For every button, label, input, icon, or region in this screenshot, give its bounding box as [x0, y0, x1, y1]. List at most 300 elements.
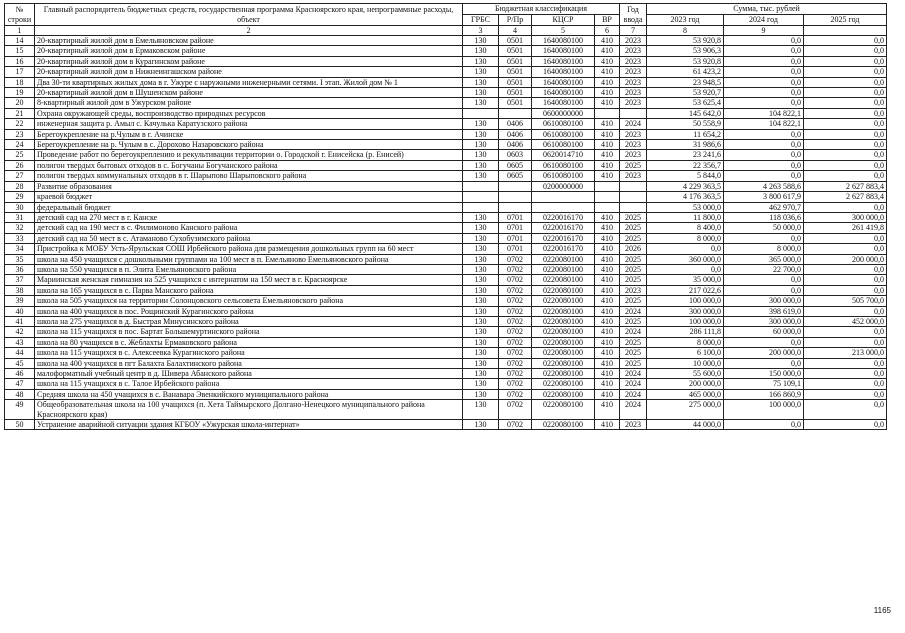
- cell-vr: 410: [595, 129, 620, 139]
- cell-row-number: 40: [5, 306, 35, 316]
- cell-grbs: 130: [463, 327, 499, 337]
- cell-kcsr: 1640080100: [532, 98, 595, 108]
- cell-vr: 410: [595, 233, 620, 243]
- table-row: [5, 56, 887, 66]
- cell-sum-2023: 4 229 363,5: [647, 181, 724, 191]
- cell-year: 2025: [620, 358, 647, 368]
- cell-kcsr: 0220080100: [532, 254, 595, 264]
- cell-object-name: Средняя школа на 450 учащихся в с. Ванавара Эвенкийского муниципального района: [35, 389, 463, 399]
- cell-sum-2025: 0,0: [804, 264, 887, 274]
- cell-grbs: 130: [463, 36, 499, 46]
- cell-object-name: 8-квартирный жилой дом в Ужурском районе: [35, 98, 463, 108]
- cell-kcsr: 0610080100: [532, 160, 595, 170]
- cell-rzpr: 0406: [499, 129, 532, 139]
- cell-row-number: 20: [5, 98, 35, 108]
- cell-kcsr: 0220080100: [532, 420, 595, 430]
- cell-year: 2023: [620, 150, 647, 160]
- cell-row-number: 15: [5, 46, 35, 56]
- cell-kcsr: 0220080100: [532, 264, 595, 274]
- cell-sum-2023: 61 423,2: [647, 67, 724, 77]
- cell-kcsr: 0220080100: [532, 358, 595, 368]
- cell-sum-2023: 8 000,0: [647, 233, 724, 243]
- cell-sum-2023: 100 000,0: [647, 316, 724, 326]
- cell-sum-2024: 0,0: [724, 275, 804, 285]
- cell-rzpr: 0605: [499, 171, 532, 181]
- cell-vr: 410: [595, 264, 620, 274]
- header-rzpr: Р/Пр: [499, 15, 532, 26]
- cell-sum-2023: 5 844,0: [647, 171, 724, 181]
- cell-sum-2025: 505 700,0: [804, 296, 887, 306]
- cell-rzpr: 0501: [499, 46, 532, 56]
- cell-year: 2023: [620, 420, 647, 430]
- cell-object-name: Проведение работ по берегоукреплению и рекультивации территории о. Городской г. Енисейска (р. Енисей): [35, 150, 463, 160]
- cell-kcsr: 0220080100: [532, 296, 595, 306]
- cell-object-name: детский сад на 50 мест в с. Атаманово Сухобузимского района: [35, 233, 463, 243]
- cell-vr: 410: [595, 400, 620, 420]
- cell-row-number: 27: [5, 171, 35, 181]
- cell-sum-2025: 0,0: [804, 119, 887, 129]
- cell-object-name: Берегоукрепление на р.Чулым в г. Ачинске: [35, 129, 463, 139]
- cell-object-name: Пристройка к МОБУ Усть-Ярульская СОШ Ирбейского района для размещения дошкольных групп на 60 мест: [35, 244, 463, 254]
- cell-object-name: полигон твердых коммунальных отходов в г. Шарыпово Шарыповского района: [35, 171, 463, 181]
- cell-rzpr: 0702: [499, 296, 532, 306]
- cell-sum-2024: 0,0: [724, 98, 804, 108]
- cell-kcsr: 1640080100: [532, 46, 595, 56]
- cell-sum-2023: 53 920,8: [647, 36, 724, 46]
- cell-sum-2025: 0,0: [804, 88, 887, 98]
- cell-sum-2024: 0,0: [724, 77, 804, 87]
- cell-row-number: 17: [5, 67, 35, 77]
- cell-grbs: 130: [463, 160, 499, 170]
- cell-sum-2024: 398 619,0: [724, 306, 804, 316]
- cell-sum-2023: 200 000,0: [647, 379, 724, 389]
- cell-vr: 410: [595, 420, 620, 430]
- cell-sum-2024: 365 000,0: [724, 254, 804, 264]
- cell-grbs: 130: [463, 337, 499, 347]
- cell-sum-2023: 6 100,0: [647, 348, 724, 358]
- cell-sum-2024: 0,0: [724, 285, 804, 295]
- cell-row-number: 33: [5, 233, 35, 243]
- table-row: [5, 223, 887, 233]
- cell-sum-2025: 0,0: [804, 77, 887, 87]
- table-row: [5, 369, 887, 379]
- column-index: 7: [620, 26, 647, 36]
- cell-year: 2023: [620, 77, 647, 87]
- table-row: [5, 233, 887, 243]
- cell-kcsr: 0220080100: [532, 389, 595, 399]
- cell-vr: [595, 181, 620, 191]
- cell-grbs: 130: [463, 46, 499, 56]
- column-index-row: [5, 26, 887, 36]
- cell-rzpr: 0605: [499, 160, 532, 170]
- cell-object-name: Развитие образования: [35, 181, 463, 191]
- cell-rzpr: 0501: [499, 77, 532, 87]
- cell-sum-2023: 8 400,0: [647, 223, 724, 233]
- cell-rzpr: [499, 181, 532, 191]
- table-row: [5, 77, 887, 87]
- cell-row-number: 29: [5, 192, 35, 202]
- cell-sum-2024: 104 822,1: [724, 108, 804, 118]
- column-index: 8: [647, 26, 724, 36]
- cell-row-number: 39: [5, 296, 35, 306]
- table-row: [5, 400, 887, 420]
- table-row: [5, 306, 887, 316]
- cell-sum-2024: 0,0: [724, 129, 804, 139]
- cell-sum-2024: 60 000,0: [724, 327, 804, 337]
- cell-object-name: школа на 275 учащихся в д. Быстрая Минусинского района: [35, 316, 463, 326]
- cell-grbs: 130: [463, 369, 499, 379]
- cell-grbs: [463, 192, 499, 202]
- cell-grbs: 130: [463, 56, 499, 66]
- table-header: [5, 4, 887, 36]
- cell-kcsr: 0610080100: [532, 171, 595, 181]
- cell-vr: [595, 192, 620, 202]
- cell-year: [620, 202, 647, 212]
- cell-object-name: полигон твердых бытовых отходов в с. Богучаны Богучанского района: [35, 160, 463, 170]
- cell-sum-2025: 0,0: [804, 67, 887, 77]
- header-year-2025: 2025 год: [804, 15, 887, 26]
- column-index: 5: [532, 26, 595, 36]
- cell-kcsr: 0610080100: [532, 129, 595, 139]
- table-row: [5, 264, 887, 274]
- cell-grbs: 130: [463, 348, 499, 358]
- cell-sum-2023: 145 642,0: [647, 108, 724, 118]
- cell-rzpr: 0501: [499, 88, 532, 98]
- cell-sum-2025: 200 000,0: [804, 254, 887, 264]
- cell-sum-2025: 0,0: [804, 379, 887, 389]
- cell-sum-2025: 0,0: [804, 46, 887, 56]
- cell-year: 2023: [620, 285, 647, 295]
- cell-grbs: 130: [463, 420, 499, 430]
- cell-sum-2024: 0,0: [724, 337, 804, 347]
- cell-grbs: 130: [463, 264, 499, 274]
- cell-rzpr: 0702: [499, 337, 532, 347]
- cell-rzpr: [499, 192, 532, 202]
- cell-object-name: 20-квартирный жилой дом в Шушенском районе: [35, 88, 463, 98]
- cell-grbs: 130: [463, 150, 499, 160]
- cell-kcsr: 0220016170: [532, 212, 595, 222]
- cell-sum-2024: 0,0: [724, 46, 804, 56]
- table-row: [5, 420, 887, 430]
- table-row: [5, 254, 887, 264]
- cell-object-name: школа на 550 учащихся в п. Элита Емельяновского района: [35, 264, 463, 274]
- cell-sum-2024: 0,0: [724, 358, 804, 368]
- table-row: [5, 129, 887, 139]
- table-row: [5, 202, 887, 212]
- cell-sum-2023: 217 022,6: [647, 285, 724, 295]
- cell-year: 2024: [620, 119, 647, 129]
- cell-grbs: 130: [463, 285, 499, 295]
- cell-kcsr: 1640080100: [532, 67, 595, 77]
- cell-sum-2025: 0,0: [804, 150, 887, 160]
- table-row: [5, 316, 887, 326]
- cell-kcsr: 0220080100: [532, 306, 595, 316]
- table-body: [5, 36, 887, 430]
- column-index: 4: [499, 26, 532, 36]
- cell-sum-2024: 8 000,0: [724, 244, 804, 254]
- table-row: [5, 140, 887, 150]
- cell-grbs: 130: [463, 358, 499, 368]
- cell-row-number: 31: [5, 212, 35, 222]
- cell-year: 2025: [620, 337, 647, 347]
- cell-year: 2025: [620, 160, 647, 170]
- cell-kcsr: 0220080100: [532, 327, 595, 337]
- cell-sum-2023: 35 000,0: [647, 275, 724, 285]
- cell-sum-2025: 261 419,8: [804, 223, 887, 233]
- cell-grbs: 130: [463, 254, 499, 264]
- cell-sum-2023: 8 000,0: [647, 337, 724, 347]
- cell-grbs: 130: [463, 389, 499, 399]
- cell-row-number: 45: [5, 358, 35, 368]
- cell-grbs: 130: [463, 296, 499, 306]
- cell-sum-2024: 104 822,1: [724, 119, 804, 129]
- cell-sum-2023: 11 800,0: [647, 212, 724, 222]
- cell-object-name: Берегоукрепление на р. Чулым в с. Дорохово Назаровского района: [35, 140, 463, 150]
- cell-rzpr: 0701: [499, 212, 532, 222]
- cell-sum-2023: 286 111,8: [647, 327, 724, 337]
- cell-rzpr: 0501: [499, 67, 532, 77]
- cell-sum-2023: 53 625,4: [647, 98, 724, 108]
- table-row: [5, 296, 887, 306]
- cell-row-number: 14: [5, 36, 35, 46]
- cell-object-name: школа на 505 учащихся на территории Солонцовского сельсовета Емельяновского района: [35, 296, 463, 306]
- cell-sum-2024: 0,0: [724, 420, 804, 430]
- cell-kcsr: 1640080100: [532, 77, 595, 87]
- cell-rzpr: 0702: [499, 420, 532, 430]
- cell-row-number: 37: [5, 275, 35, 285]
- cell-vr: 410: [595, 98, 620, 108]
- cell-year: 2023: [620, 67, 647, 77]
- cell-object-name: Устранение аварийной ситуации здания КГБОУ «Ужурская школа-интернат»: [35, 420, 463, 430]
- cell-sum-2024: 0,0: [724, 88, 804, 98]
- cell-vr: 410: [595, 160, 620, 170]
- cell-year: 2026: [620, 244, 647, 254]
- cell-year: 2024: [620, 327, 647, 337]
- cell-row-number: 28: [5, 181, 35, 191]
- table-row: [5, 192, 887, 202]
- cell-row-number: 30: [5, 202, 35, 212]
- cell-vr: 410: [595, 337, 620, 347]
- header-grbs: ГРБС: [463, 15, 499, 26]
- cell-rzpr: 0603: [499, 150, 532, 160]
- cell-year: [620, 192, 647, 202]
- cell-year: 2024: [620, 389, 647, 399]
- cell-sum-2024: 0,0: [724, 160, 804, 170]
- cell-grbs: 130: [463, 129, 499, 139]
- cell-sum-2025: 0,0: [804, 108, 887, 118]
- cell-sum-2025: 0,0: [804, 202, 887, 212]
- cell-row-number: 36: [5, 264, 35, 274]
- cell-vr: 410: [595, 306, 620, 316]
- cell-kcsr: 0610080100: [532, 119, 595, 129]
- header-budget-classification: Бюджетная классификация: [463, 4, 620, 15]
- cell-sum-2024: 100 000,0: [724, 400, 804, 420]
- budget-table: [4, 3, 887, 430]
- cell-vr: 410: [595, 348, 620, 358]
- cell-sum-2023: 275 000,0: [647, 400, 724, 420]
- cell-sum-2023: 31 986,6: [647, 140, 724, 150]
- cell-rzpr: 0406: [499, 119, 532, 129]
- cell-grbs: [463, 181, 499, 191]
- cell-year: [620, 108, 647, 118]
- cell-sum-2024: 200 000,0: [724, 348, 804, 358]
- cell-rzpr: 0702: [499, 264, 532, 274]
- cell-sum-2024: 75 109,1: [724, 379, 804, 389]
- cell-vr: 410: [595, 254, 620, 264]
- cell-row-number: 49: [5, 400, 35, 420]
- table-row: [5, 150, 887, 160]
- cell-kcsr: 0220080100: [532, 379, 595, 389]
- cell-year: 2024: [620, 400, 647, 420]
- cell-row-number: 24: [5, 140, 35, 150]
- cell-object-name: Охрана окружающей среды, воспроизводство природных ресурсов: [35, 108, 463, 118]
- cell-sum-2023: 4 176 363,5: [647, 192, 724, 202]
- header-year-2023: 2023 год: [647, 15, 724, 26]
- cell-kcsr: 0220016170: [532, 244, 595, 254]
- header-object-name: Главный распорядитель бюджетных средств, государственная программа Красноярского края, непрограммные расходы, объект: [35, 4, 463, 26]
- cell-sum-2023: 53 000,0: [647, 202, 724, 212]
- cell-row-number: 19: [5, 88, 35, 98]
- cell-grbs: 130: [463, 77, 499, 87]
- cell-row-number: 35: [5, 254, 35, 264]
- cell-year: 2025: [620, 212, 647, 222]
- cell-vr: 410: [595, 316, 620, 326]
- cell-sum-2025: 2 627 883,4: [804, 181, 887, 191]
- cell-rzpr: 0702: [499, 285, 532, 295]
- cell-rzpr: 0702: [499, 348, 532, 358]
- cell-object-name: школа на 165 учащихся в с. Парва Манского района: [35, 285, 463, 295]
- cell-rzpr: 0702: [499, 254, 532, 264]
- cell-kcsr: 1640080100: [532, 56, 595, 66]
- cell-sum-2025: 0,0: [804, 244, 887, 254]
- cell-year: 2023: [620, 46, 647, 56]
- table-row: [5, 36, 887, 46]
- cell-vr: 410: [595, 379, 620, 389]
- cell-year: 2023: [620, 129, 647, 139]
- cell-grbs: 130: [463, 306, 499, 316]
- cell-row-number: 38: [5, 285, 35, 295]
- cell-vr: 410: [595, 369, 620, 379]
- cell-object-name: 20-квартирный жилой дом в Ермаковском районе: [35, 46, 463, 56]
- column-index: 6: [595, 26, 620, 36]
- cell-rzpr: 0501: [499, 36, 532, 46]
- cell-object-name: краевой бюджет: [35, 192, 463, 202]
- cell-sum-2025: 0,0: [804, 129, 887, 139]
- cell-sum-2024: 0,0: [724, 233, 804, 243]
- cell-sum-2025: 0,0: [804, 140, 887, 150]
- cell-year: 2024: [620, 369, 647, 379]
- cell-sum-2025: 452 000,0: [804, 316, 887, 326]
- cell-rzpr: 0702: [499, 379, 532, 389]
- cell-sum-2024: 50 000,0: [724, 223, 804, 233]
- cell-sum-2024: 0,0: [724, 171, 804, 181]
- table-row: [5, 88, 887, 98]
- header-commissioning-year: Год ввода: [620, 4, 647, 26]
- cell-kcsr: 0220080100: [532, 316, 595, 326]
- cell-grbs: 130: [463, 379, 499, 389]
- header-vr: ВР: [595, 15, 620, 26]
- cell-sum-2023: 44 000,0: [647, 420, 724, 430]
- cell-sum-2025: 300 000,0: [804, 212, 887, 222]
- cell-row-number: 26: [5, 160, 35, 170]
- cell-sum-2025: 0,0: [804, 275, 887, 285]
- cell-rzpr: 0702: [499, 316, 532, 326]
- cell-row-number: 41: [5, 316, 35, 326]
- table-row: [5, 67, 887, 77]
- cell-vr: 410: [595, 140, 620, 150]
- table-row: [5, 327, 887, 337]
- table-row: [5, 348, 887, 358]
- cell-row-number: 46: [5, 369, 35, 379]
- cell-vr: 410: [595, 327, 620, 337]
- cell-grbs: 130: [463, 223, 499, 233]
- cell-grbs: [463, 202, 499, 212]
- cell-rzpr: 0501: [499, 98, 532, 108]
- cell-object-name: школа на 115 учащихся в с. Талое Ирбейского района: [35, 379, 463, 389]
- cell-vr: [595, 202, 620, 212]
- cell-grbs: 130: [463, 212, 499, 222]
- table-row: [5, 285, 887, 295]
- cell-sum-2024: 0,0: [724, 67, 804, 77]
- cell-sum-2025: 0,0: [804, 389, 887, 399]
- cell-sum-2025: 0,0: [804, 358, 887, 368]
- cell-kcsr: 0220080100: [532, 400, 595, 420]
- cell-year: 2025: [620, 223, 647, 233]
- cell-vr: 410: [595, 171, 620, 181]
- cell-object-name: Два 30-ти квартирных жилых дома в г. Ужуре с наружными инженерными сетями. I этап. Жилой дом № 1: [35, 77, 463, 87]
- cell-row-number: 48: [5, 389, 35, 399]
- column-index: 3: [463, 26, 499, 36]
- cell-vr: 410: [595, 36, 620, 46]
- cell-vr: 410: [595, 119, 620, 129]
- cell-kcsr: 1640080100: [532, 36, 595, 46]
- table-row: [5, 46, 887, 56]
- cell-sum-2024: 462 970,7: [724, 202, 804, 212]
- column-index: 1: [5, 26, 35, 36]
- cell-object-name: 20-квартирный жилой дом в Курагинском районе: [35, 56, 463, 66]
- table-row: [5, 244, 887, 254]
- cell-year: 2023: [620, 171, 647, 181]
- cell-sum-2024: 22 700,0: [724, 264, 804, 274]
- cell-kcsr: 0610080100: [532, 140, 595, 150]
- cell-year: 2025: [620, 233, 647, 243]
- cell-vr: 410: [595, 150, 620, 160]
- cell-object-name: школа на 115 учащихся в пос. Бартат Большемуртинского района: [35, 327, 463, 337]
- cell-sum-2025: 0,0: [804, 400, 887, 420]
- cell-row-number: 42: [5, 327, 35, 337]
- cell-object-name: школа на 450 учащихся с дошкольными группами на 100 мест в п. Емельяново Емельяновского района: [35, 254, 463, 264]
- cell-row-number: 18: [5, 77, 35, 87]
- cell-vr: [595, 108, 620, 118]
- cell-year: 2024: [620, 379, 647, 389]
- cell-object-name: школа на 400 учащихся в пгт Балахта Балахтинского района: [35, 358, 463, 368]
- cell-sum-2023: 50 558,9: [647, 119, 724, 129]
- cell-object-name: Общеобразовательная школа на 100 учащихся (п. Хета Таймырского Долгано-Ненецкого муниципального района Красноярского края): [35, 400, 463, 420]
- table-row: [5, 212, 887, 222]
- cell-sum-2025: 0,0: [804, 327, 887, 337]
- cell-grbs: 130: [463, 88, 499, 98]
- cell-sum-2023: 11 654,2: [647, 129, 724, 139]
- cell-sum-2025: 0,0: [804, 306, 887, 316]
- cell-object-name: детский сад на 270 мест в г. Канске: [35, 212, 463, 222]
- cell-sum-2025: 0,0: [804, 56, 887, 66]
- cell-kcsr: 0220016170: [532, 223, 595, 233]
- cell-sum-2024: 166 860,9: [724, 389, 804, 399]
- cell-year: 2023: [620, 56, 647, 66]
- cell-sum-2023: 100 000,0: [647, 296, 724, 306]
- cell-sum-2023: 55 600,0: [647, 369, 724, 379]
- table-row: [5, 358, 887, 368]
